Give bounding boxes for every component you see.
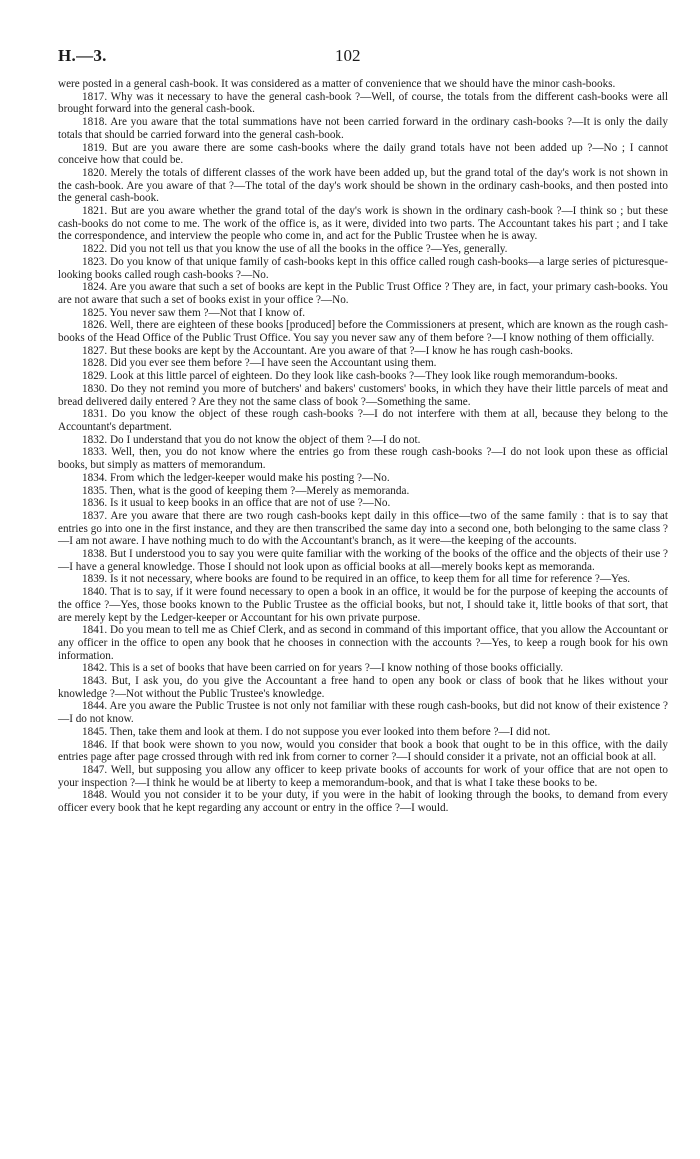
question-answer-paragraph: 1840. That is to say, if it were found necessary to open a book in an office, it would be for the purpose of keeping the accounts of the office ?—Yes, those books known to the Public Trustee as the official books, but not, I should take it, little books of that sort, that are merely kept by the Ledger-keeper or Accountant for his own private purpose. <box>58 586 668 624</box>
question-answer-paragraph: 1838. But I understood you to say you were quite familiar with the working of the books of the office and the objects of their use ?—I have a general knowledge. Those I should not look upon as official books at all—merely books kept as memoranda. <box>58 548 668 573</box>
question-answer-paragraph: 1823. Do you know of that unique family of cash-books kept in this office called rough cash-books—a large series of picturesque-looking books called rough cash-books ?—No. <box>58 255 668 281</box>
question-answer-paragraph: 1846. If that book were shown to you now, would you consider that book a book that ought to be in this office, with the daily entries page after page crossed through with red ink from corner to corner ?—I should consider it a private, not an official book at all. <box>58 738 668 764</box>
question-answer-paragraph: 1835. Then, what is the good of keeping them ?—Merely as memoranda. <box>82 484 410 497</box>
question-answer-paragraph: 1847. Well, but supposing you allow any officer to keep private books of accounts for work of your office that are not open to your inspection ?—I think he would be at liberty to keep a memorandum-book, and that is what I take these books to be. <box>58 763 668 789</box>
question-answer-paragraph: 1845. Then, take them and look at them. I do not suppose you ever looked into them before ?—I did not. <box>82 725 551 738</box>
question-answer-paragraph: 1830. Do they not remind you more of butchers' and bakers' customers' books, in which they have their little parcels of meat and bread delivered daily entered ? Are they not the same class of book ?—Something the same. <box>58 382 668 408</box>
continued-paragraph: were posted in a general cash-book. It was considered as a matter of convenience that we should have the minor cash-books. <box>58 78 616 90</box>
question-answer-paragraph: 1817. Why was it necessary to have the general cash-book ?—Well, of course, the totals from the different cash-books were all brought forward into the general cash-book. <box>58 90 668 116</box>
question-answer-paragraph: 1848. Would you not consider it to be your duty, if you were in the habit of looking through the books, to demand from every officer every book that he kept regarding any account or entry in the office ?—I would. <box>58 789 668 815</box>
question-answer-paragraph: 1842. This is a set of books that have been carried on for years ?—I know nothing of those books officially. <box>82 662 564 675</box>
question-answer-paragraph: 1844. Are you aware the Public Trustee is not only not familiar with these rough cash-books, but did not know of their existence ?—I do not know. <box>58 700 668 726</box>
question-answer-paragraph: 1841. Do you mean to tell me as Chief Clerk, and as second in command of this important office, that you allow the Accountant or any officer in the office to open any book that he chooses in connection with the accounts ?—Yes, to keep a rough book for his own information. <box>58 624 668 662</box>
question-answer-paragraph: 1834. From which the ledger-keeper would make his posting ?—No. <box>82 471 390 484</box>
section-identifier: H.—3. <box>58 46 107 65</box>
document-body <box>58 78 668 815</box>
page-number: 102 <box>335 46 361 65</box>
question-answer-paragraph: 1818. Are you aware that the total summations have not been carried forward in the ordinary cash-books ?—It is only the daily totals that should be carried forward into the general cash-book. <box>58 116 668 141</box>
question-answer-paragraph: 1843. But, I ask you, do you give the Accountant a free hand to open any book or class of book that he likes without your knowledge ?—Not without the Public Trustee's knowledge. <box>58 675 668 700</box>
question-answer-paragraph: 1827. But these books are kept by the Accountant. Are you aware of that ?—I know he has rough cash-books. <box>82 344 573 357</box>
question-answer-paragraph: 1820. Merely the totals of different classes of the work have been added up, but the grand total of the day's work is not shown in the cash-book. Are you aware of that ?—The total of the day's work should be shown in the ordinary cash-books, and then posted into the general cash-book. <box>58 166 668 205</box>
question-answer-paragraph: 1819. But are you aware there are some cash-books where the daily grand totals have not been added up ?—No ; I cannot conceive how that could be. <box>58 141 668 167</box>
question-answer-paragraph: 1833. Well, then, you do not know where the entries go from these rough cash-books ?—I do not look upon these as official books, but simply as matters of memorandum. <box>58 446 668 472</box>
question-answer-paragraph: 1825. You never saw them ?—Not that I know of. <box>82 306 306 319</box>
question-answer-paragraph: 1822. Did you not tell us that you know the use of all the books in the office ?—Yes, generally. <box>82 243 508 256</box>
question-answer-paragraph: 1824. Are you aware that such a set of books are kept in the Public Trust Office ? They are, in fact, your primary cash-books. You are not aware that such a set of books exist in your office ?—No. <box>58 281 668 306</box>
question-answer-paragraph: 1821. But are you aware whether the grand total of the day's work is shown in the ordinary cash-book ?—I think so ; but these cash-books do not come to me. The work of the office is, as it were, divided into two parts. The Accountant takes his part ; and I take the correspondence, and interview the people who come in, and act for the Public Trustee when he is away. <box>58 205 668 243</box>
question-answer-paragraph: 1828. Did you ever see them before ?—I have seen the Accountant using them. <box>82 357 437 370</box>
question-answer-paragraph: 1832. Do I understand that you do not know the object of them ?—I do not. <box>82 433 421 446</box>
question-answer-paragraph: 1837. Are you aware that there are two rough cash-books kept daily in this office—two of the same family : that is to say that entries go into one in the first instance, and they are then transcribed the same day into a second one, both belonging to the same class ?—I am not aware. I have nothing much to do with the Accountant's branch, as it were—the keeping of the accounts. <box>58 509 668 548</box>
question-answer-paragraph: 1836. Is it usual to keep books in an office that are not of use ?—No. <box>82 497 391 510</box>
question-answer-paragraph: 1831. Do you know the object of these rough cash-books ?—I do not interfere with them at all, because they belong to the Accountant's department. <box>58 408 668 433</box>
question-answer-paragraph: 1829. Look at this little parcel of eighteen. Do they look like cash-books ?—They look like rough memorandum-books. <box>82 370 618 383</box>
page-header <box>58 44 668 78</box>
question-answer-paragraph: 1826. Well, there are eighteen of these books [produced] before the Commissioners at present, which are known as the rough cash-books of the Head Office of the Public Trust Office. You say you never saw any of them before ?—I know nothing of them officially. <box>58 319 668 345</box>
question-answer-paragraph: 1839. Is it not necessary, where books are found to be required in an office, to keep them for all time for reference ?—Yes. <box>82 573 631 586</box>
